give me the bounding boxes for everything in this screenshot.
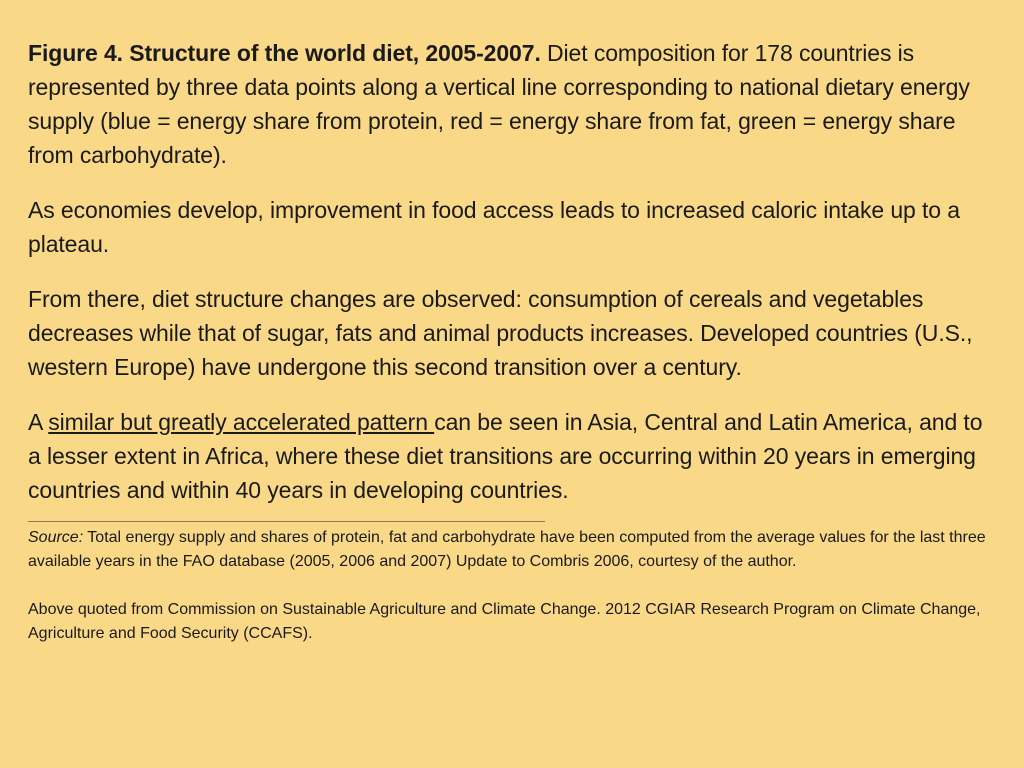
paragraph-accelerated-pattern (28, 405, 994, 507)
quote-attribution: Above quoted from Commission on Sustainable Agriculture and Climate Change. 2012 CGIAR Research Program on Climate Change, Agriculture and Food Security (CCAFS). (28, 601, 981, 642)
paragraph-prefix: A (28, 409, 49, 435)
paragraph-suffix: can be seen in Asia, Central and Latin America, and to a lesser extent in Africa, where these diet transitions are occurring within 20 years in emerging countries and within 40 years in developing countries. (28, 409, 983, 503)
figure-caption (28, 36, 994, 172)
source-label: Source: (28, 529, 84, 546)
underlined-phrase: similar but greatly accelerated pattern (48, 409, 435, 435)
spacer (28, 574, 994, 598)
source-text: Total energy supply and shares of protein, fat and carbohydrate have been computed from the average values for the last three available years in the FAO database (2005, 2006 and 2007) Update to Combris 2006, courtesy of the author. (28, 529, 986, 570)
footnote-divider (28, 521, 545, 522)
paragraph-economies: As economies develop, improvement in food access leads to increased caloric intake up to a plateau. (28, 197, 960, 257)
figure-description: Diet composition for 178 countries is represented by three data points along a vertical line corresponding to national dietary energy supply (blue = energy share from protein, red = energy share from fat, green = energy share from carbohydrate). (28, 40, 970, 168)
paragraph-diet-structure: From there, diet structure changes are observed: consumption of cereals and vegetables decreases while that of sugar, fats and animal products increases. Developed countries (U.S., western Europe) have undergone this second transition over a century. (28, 286, 973, 380)
source-note (28, 526, 994, 574)
slide-content (28, 36, 994, 646)
figure-title: Figure 4. Structure of the world diet, 2005-2007. (28, 40, 541, 66)
